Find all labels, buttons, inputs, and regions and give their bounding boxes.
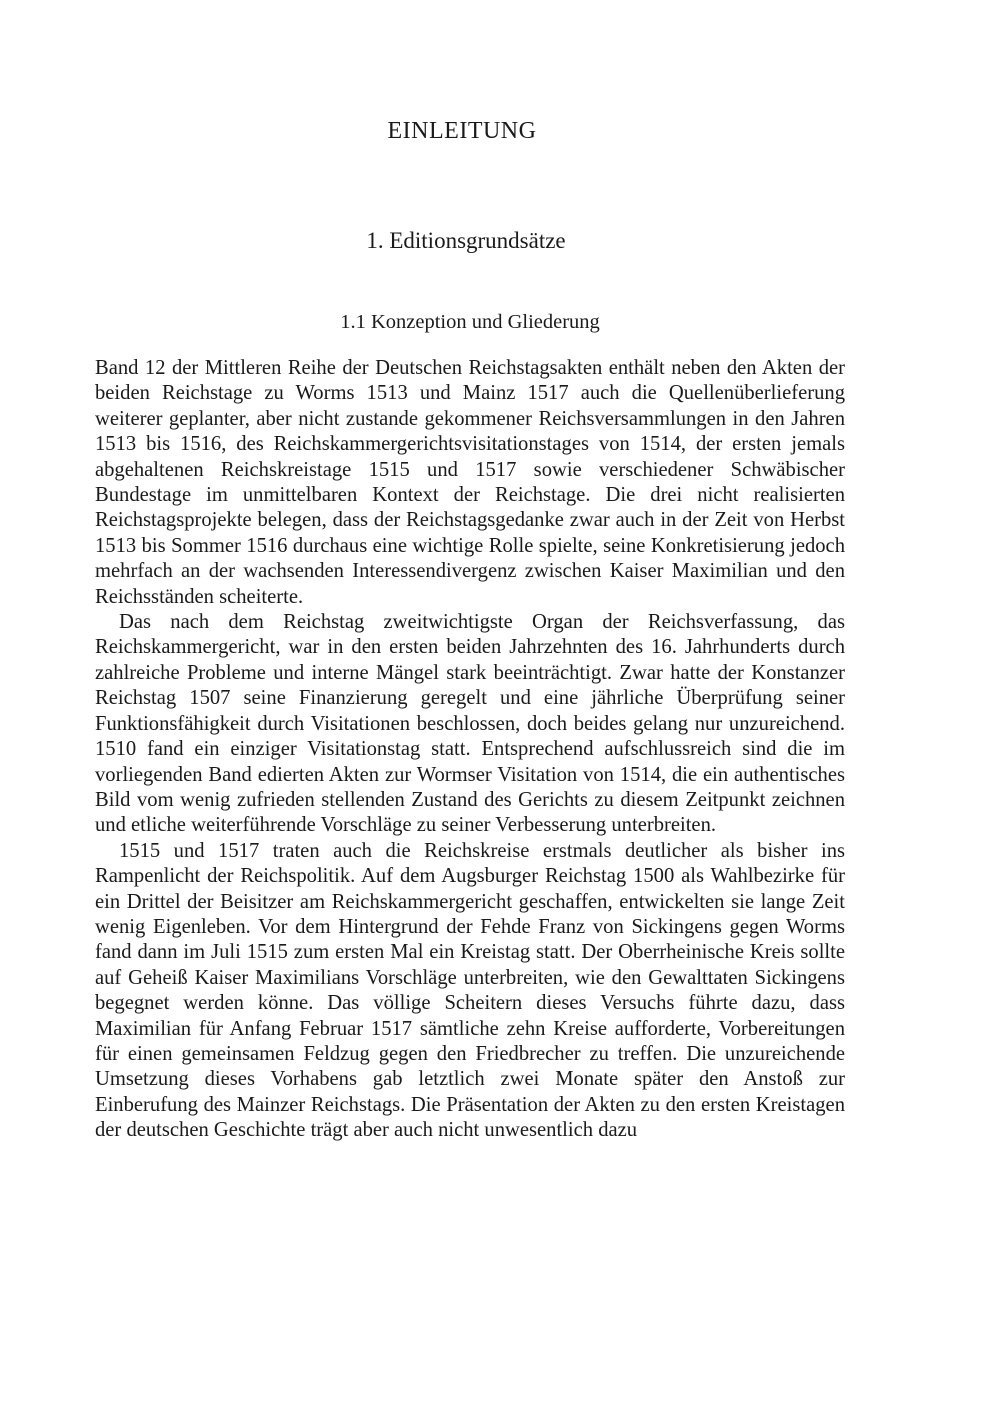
body-text [95,356,845,1144]
chapter-title: EINLEITUNG [387,118,537,144]
paragraph: Das nach dem Reichstag zweitwichtigste Organ der Reichsverfassung, das Reichskammergericht, war in den ersten beiden Jahrzehnten des 16. Jahrhunderts durch zahlreiche Probleme und interne Mängel stark beeinträchtigt. Zwar hatte der Konstanzer Reichstag 1507 seine Finanzierung geregelt und eine jährliche Überprüfung seiner Funktionsfähigkeit durch Visitationen beschlossen, doch beides gelang nur unzureichend. 1510 fand ein einziger Visitationstag statt. Entsprechend aufschlussreich sind die im vorliegenden Band edierten Akten zur Wormser Visitation von 1514, die ein authentisches Bild vom wenig zufrieden stellenden Zustand des Gerichts zu diesem Zeitpunkt zeichnen und etliche weiterführende Vorschläge zu seiner Verbesserung unterbreiten. [95,611,845,837]
paragraph: Band 12 der Mittleren Reihe der Deutschen Reichstagsakten enthält neben den Akten der beiden Reichstage zu Worms 1513 und Mainz 1517 auch die Quellenüberlieferung weiterer geplanter, aber nicht zustande gekommener Reichsversammlungen in den Jahren 1513 bis 1516, des Reichskammergerichtsvisitationstages von 1514, der ersten jemals abgehaltenen Reichskreistage 1515 und 1517 sowie verschiedener Schwäbischer Bundestage im unmittelbaren Kontext der Reichstage. Die drei nicht realisierten Reichstagsprojekte belegen, dass der Reichstagsgedanke zwar auch in der Zeit von Herbst 1513 bis Sommer 1516 durchaus eine wichtige Rolle spielte, seine Konkretisierung jedoch mehrfach an der wachsenden Interessendivergenz zwischen Kaiser Maximilian und den Reichsständen scheiterte. [95,357,845,608]
subsection-title: 1.1 Konzeption und Gliederung [340,311,600,333]
section-title: 1. Editionsgrundsätze [366,228,566,253]
paragraph: 1515 und 1517 traten auch die Reichskreise erstmals deutlicher als bisher ins Rampenlicht der Reichspolitik. Auf dem Augsburger Reichstag 1500 als Wahlbezirke für ein Drittel der Beisitzer am Reichskammergericht geschaffen, entwickelten sie lange Zeit wenig Eigenleben. Vor dem Hintergrund der Fehde Franz von Sickingens gegen Worms fand dann im Juli 1515 zum ersten Mal ein Kreistag statt. Der Oberrheinische Kreis sollte auf Geheiß Kaiser Maximilians Vorschläge unterbreiten, wie den Gewalttaten Sickingens begegnet werden könne. Das völlige Scheitern dieses Versuchs führte dazu, dass Maximilian für Anfang Februar 1517 sämtliche zehn Kreise aufforderte, Vorbereitungen für einen gemeinsamen Feldzug gegen den Friedbrecher zu treffen. Die unzureichende Umsetzung dieses Vorhabens gab letztlich zwei Monate später den Anstoß zur Einberufung des Mainzer Reichstags. Die Präsentation der Akten zu den ersten Kreistagen der deutschen Geschichte trägt aber auch nicht unwesentlich dazu [95,839,845,1142]
